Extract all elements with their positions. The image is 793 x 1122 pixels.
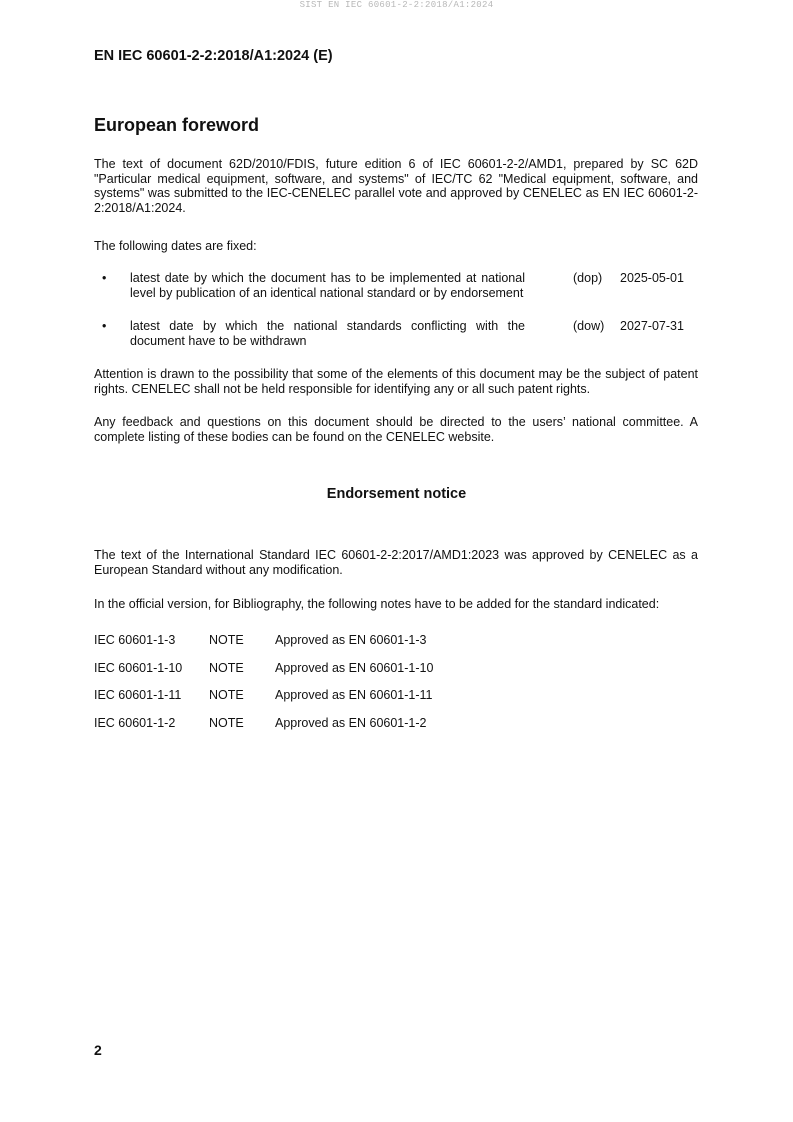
note-label: NOTE: [209, 716, 244, 730]
note-text: Approved as EN 60601-1-3: [275, 633, 427, 647]
date-item-code: (dop): [573, 271, 603, 285]
date-item-text: latest date by which the national standards conflicting with the document have to be withdrawn: [130, 319, 525, 348]
note-text: Approved as EN 60601-1-10: [275, 661, 434, 675]
foreword-paragraph-4: Any feedback and questions on this document should be directed to the users’ national committee. A complete listing of these bodies can be found on the CENELEC website.: [94, 415, 698, 444]
bullet-marker: •: [102, 271, 107, 285]
foreword-paragraph-3: Attention is drawn to the possibility that some of the elements of this document may be the subject of patent rights. CENELEC shall not be held responsible for identifying any or all such patent rights.: [94, 367, 698, 396]
date-item-date: 2025-05-01: [620, 271, 684, 285]
page-number: 2: [94, 1042, 102, 1058]
note-label: NOTE: [209, 633, 244, 647]
note-standard: IEC 60601-1-10: [94, 661, 183, 675]
note-text: Approved as EN 60601-1-11: [275, 688, 433, 702]
endorsement-paragraph-2: In the official version, for Bibliography, the following notes have to be added for the standard indicated:: [94, 597, 660, 611]
note-label: NOTE: [209, 661, 244, 675]
note-standard: IEC 60601-1-11: [94, 688, 182, 702]
note-text: Approved as EN 60601-1-2: [275, 716, 427, 730]
endorsement-paragraph-1: The text of the International Standard IEC 60601-2-2:2017/AMD1:2023 was approved by CENELEC as a European Standard without any modification.: [94, 548, 698, 577]
document-identifier: EN IEC 60601-2-2:2018/A1:2024 (E): [94, 48, 333, 64]
date-item-date: 2027-07-31: [620, 319, 684, 333]
date-item-text: latest date by which the document has to be implemented at national level by publication of an identical national standard or by endorsement: [130, 271, 525, 300]
note-label: NOTE: [209, 688, 244, 702]
note-standard: IEC 60601-1-3: [94, 633, 176, 647]
endorsement-heading: Endorsement notice: [326, 486, 467, 502]
watermark: SIST EN IEC 60601-2-2:2018/A1:2024: [299, 0, 494, 10]
date-item-code: (dow): [573, 319, 605, 333]
foreword-heading: European foreword: [94, 115, 260, 135]
foreword-paragraph-1: The text of document 62D/2010/FDIS, future edition 6 of IEC 60601-2-2/AMD1, prepared by SC 62D "Particular medical equipment, software, and systems" of IEC/TC 62 "Medical equipment, software, and systems" was submitted to the IEC-CENELEC parallel vote and approved by CENELEC as EN IEC 60601-2-2:2018/A1:2024.: [94, 157, 698, 215]
bullet-marker: •: [102, 319, 107, 333]
note-standard: IEC 60601-1-2: [94, 716, 176, 730]
foreword-paragraph-2: The following dates are fixed:: [94, 239, 257, 253]
